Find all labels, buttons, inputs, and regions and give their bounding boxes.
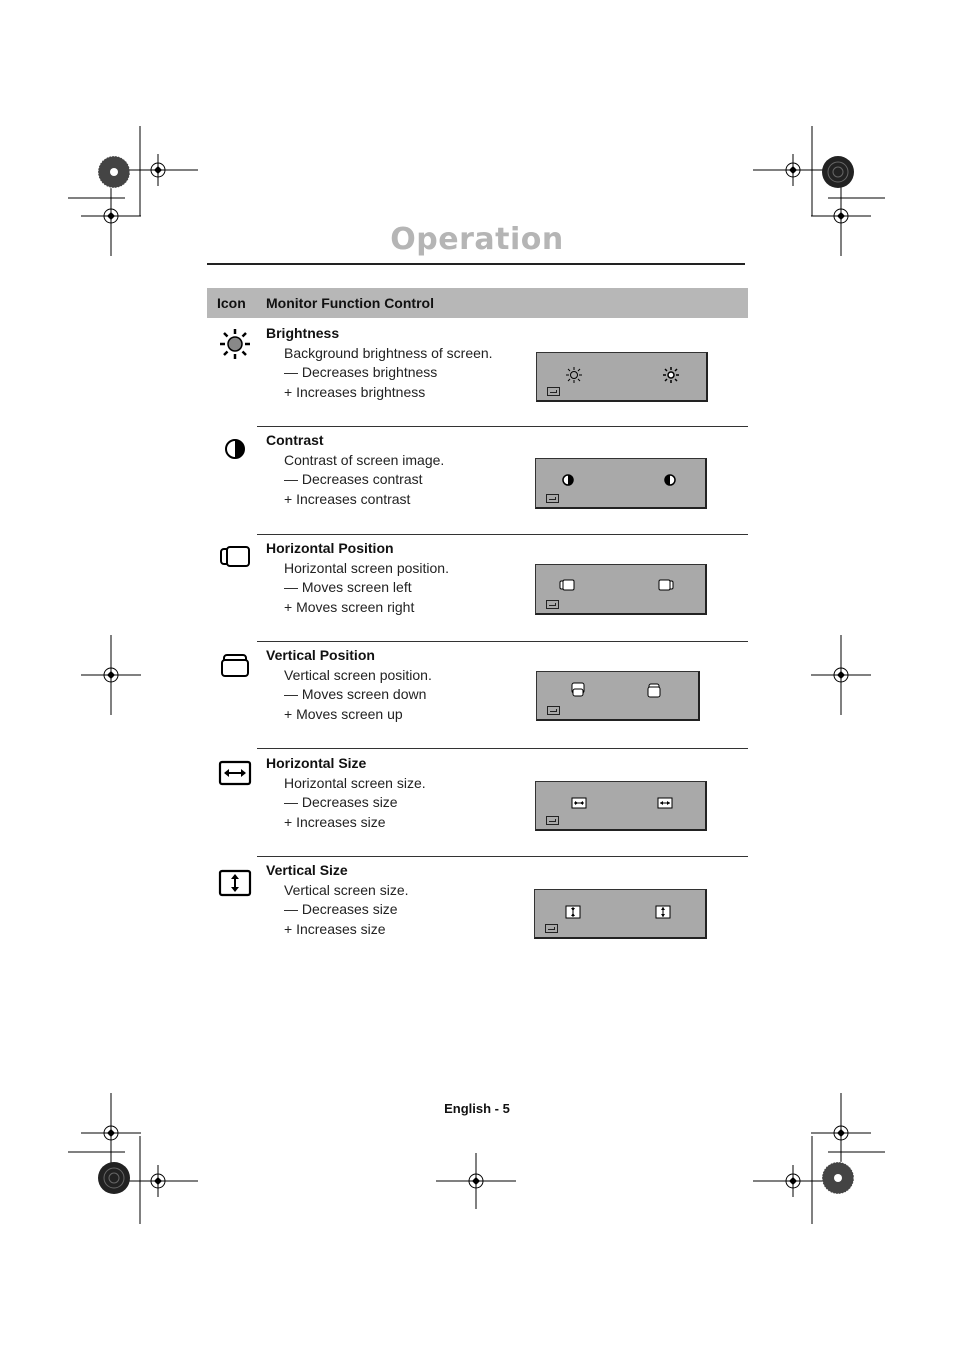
contrast-low-icon: [560, 472, 576, 488]
row-divider: [257, 534, 748, 535]
osd-panel-vertical-position: [536, 671, 700, 721]
size-increase-icon: [655, 904, 671, 920]
osd-panel-brightness: [536, 352, 708, 402]
function-decrease: — Decreases contrast: [284, 471, 423, 487]
enter-icon: [546, 600, 559, 609]
enter-icon: [545, 924, 558, 933]
row-divider: [257, 856, 748, 857]
header-icon-label: Icon: [217, 295, 246, 311]
move-down-icon: [570, 682, 586, 698]
size-decrease-icon: [571, 795, 587, 811]
function-decrease: — Decreases size: [284, 794, 398, 810]
function-description: Horizontal screen size.: [284, 775, 426, 791]
function-title: Vertical Position: [266, 647, 375, 663]
vertical-position-icon: [218, 649, 252, 683]
header-function-label: Monitor Function Control: [266, 295, 434, 311]
osd-panel-horizontal-size: [535, 781, 707, 831]
function-increase: + Moves screen up: [284, 706, 403, 722]
brightness-icon: [218, 327, 252, 361]
vertical-size-icon: [218, 866, 252, 900]
function-title: Brightness: [266, 325, 340, 341]
row-divider: [257, 748, 748, 749]
contrast-icon: [218, 432, 252, 466]
function-decrease: — Decreases size: [284, 901, 398, 917]
function-description: Vertical screen size.: [284, 882, 409, 898]
function-decrease: — Moves screen left: [284, 579, 412, 595]
brightness-high-icon: [663, 367, 679, 383]
page-footer: English - 5: [444, 1101, 510, 1116]
size-increase-icon: [657, 795, 673, 811]
osd-panel-vertical-size: [534, 889, 707, 939]
function-description: Contrast of screen image.: [284, 452, 445, 468]
function-title: Horizontal Position: [266, 540, 394, 556]
function-title: Horizontal Size: [266, 755, 367, 771]
move-right-icon: [658, 577, 674, 593]
function-increase: + Increases contrast: [284, 491, 411, 507]
brightness-low-icon: [566, 367, 582, 383]
function-decrease: — Decreases brightness: [284, 364, 438, 380]
enter-icon: [546, 494, 559, 503]
horizontal-position-icon: [218, 540, 252, 574]
function-description: Horizontal screen position.: [284, 560, 449, 576]
size-decrease-icon: [565, 904, 581, 920]
horizontal-size-icon: [218, 757, 252, 791]
enter-icon: [547, 706, 560, 715]
function-increase: + Increases brightness: [284, 384, 426, 400]
row-divider: [257, 641, 748, 642]
function-description: Vertical screen position.: [284, 667, 432, 683]
contrast-high-icon: [662, 472, 678, 488]
function-increase: + Increases size: [284, 814, 386, 830]
function-increase: + Moves screen right: [284, 599, 415, 615]
move-left-icon: [559, 577, 575, 593]
function-title: Vertical Size: [266, 862, 348, 878]
osd-panel-contrast: [535, 458, 707, 509]
enter-icon: [547, 387, 560, 396]
enter-icon: [546, 816, 559, 825]
function-description: Background brightness of screen.: [284, 345, 493, 361]
move-up-icon: [646, 683, 662, 699]
function-decrease: — Moves screen down: [284, 686, 427, 702]
page-title: Operation: [390, 222, 564, 257]
osd-panel-horizontal-position: [535, 564, 707, 615]
title-divider: [207, 263, 745, 265]
function-increase: + Increases size: [284, 921, 386, 937]
row-divider: [257, 426, 748, 427]
function-title: Contrast: [266, 432, 324, 448]
